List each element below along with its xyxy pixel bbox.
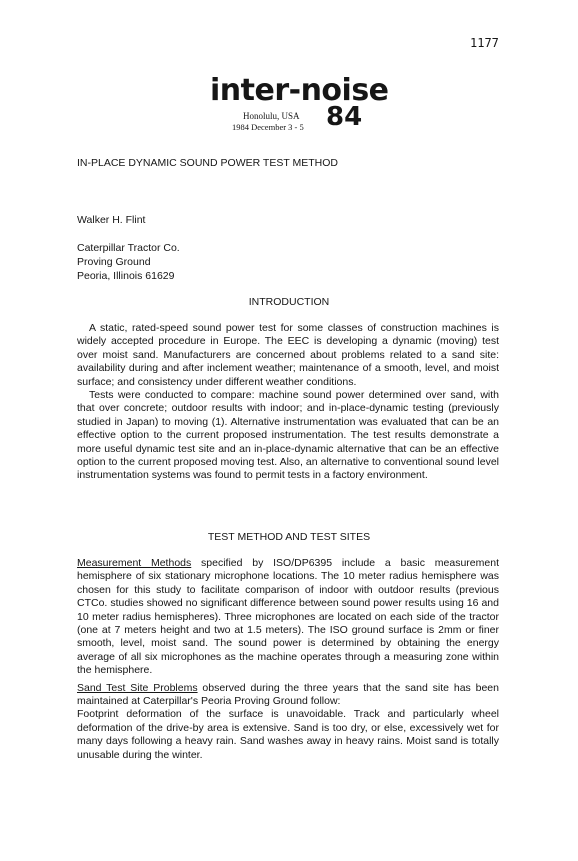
test-method-heading: TEST METHOD AND TEST SITES [207,531,371,543]
paragraph: Tests were conducted to compare: machine sound power determined over sand, with that over concrete; outdoor results with indoor; and in-place-dynamic testing (previously studied in Japan) to moving (1). Alternative instrumentation was evaluated that can be an effective option to the current proposed instrumentation. The test results demonstrate a more useful dynamic test site and an in-place-dynamic alternative that can be an effective option to the current proposed moving test. Also, an alternative to conventional sound level instrumentation systems was found to permit tests in a factory environment. [77,389,499,482]
logo-wordmark: inter-noise [210,73,389,108]
paragraph [77,682,499,709]
paragraph: A static, rated-speed sound power test for some classes of construction machines is widely accepted procedure in Europe. The EEC is developing a dynamic (moving) test over moist sand. Manufacturers are concerned about problems related to a sand site: availability during and after inclement weather; maintenance of a smooth, level, and moist surface; and consistency under different weather conditions. [77,322,499,388]
affiliation-line: Peoria, Illinois 61629 [77,270,175,282]
affiliation-line: Caterpillar Tractor Co. [77,242,180,254]
sand-site-label: Sand Test Site Problems [77,681,198,694]
author-name: Walker H. Flint [77,214,146,226]
test-method-body [77,557,499,762]
measurement-methods-label: Measurement Methods [77,557,192,569]
affiliation-line: Proving Ground [77,256,151,268]
logo-dates: 1984 December 3 - 5 [232,122,304,132]
page-number: 1177 [470,36,499,50]
paper-title: IN-PLACE DYNAMIC SOUND POWER TEST METHOD [77,157,338,169]
introduction-body [77,322,499,483]
paragraph [77,557,499,678]
sand-site-text: observed during the three years that the sand site has been maintained at Caterpillar's Peoria Proving Ground follow: [77,681,499,708]
paragraph: Footprint deformation of the surface is unavoidable. Track and particularly wheel deformation of the drive-by area is extensive. Sand is too dry, or else, excessively wet for many days following a heavy rain. Sand washes away in heavy rains. Moist sand is totally unusable during the winter. [77,708,499,761]
logo-city: Honolulu, USA [243,111,300,121]
author-affiliation [77,241,180,283]
introduction-heading: INTRODUCTION [248,296,330,308]
measurement-methods-text: specified by ISO/DP6395 include a basic measurement hemisphere of six stationary microphone locations. The 10 meter radius hemisphere was chosen for this study to facilitate comparison of indoor with outdoor results (previous CTCo. studies showed no significant difference between sound power results using 16 and 10 meter radius hemispheres). Three microphones are located on each side of the tractor (one at 7 meters height and two at 1.5 meters). The ISO ground surface is 2mm or finer smooth, level, moist sand. The sound power is determined by obtaining the energy average of all six microphones as the machine operates through a measuring zone within the hemisphere. [77,557,499,677]
logo-year: 84 [326,102,363,132]
